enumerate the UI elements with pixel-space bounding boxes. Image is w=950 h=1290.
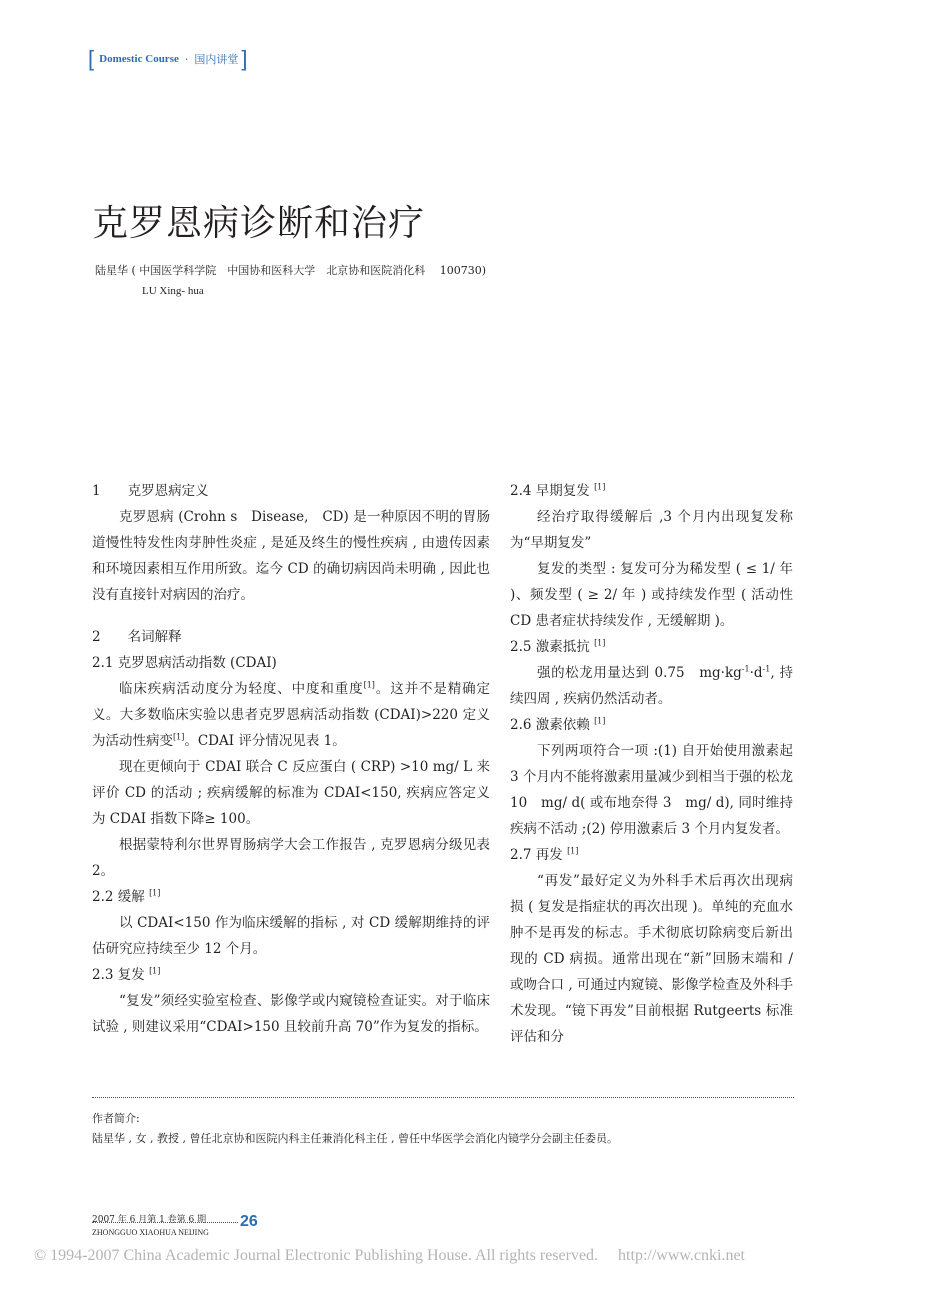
header-dot: · (184, 52, 189, 66)
author-bio-label: 作者简介: (92, 1112, 140, 1125)
subsection-heading-2-1: 2.1 克罗恩病活动指数 (CDAI) (92, 655, 277, 671)
paragraph-montreal: 根据蒙特利尔世界胃肠病学大会工作报告 , 克罗恩病分级见表 2。 (92, 837, 490, 879)
section-heading-2: 2 名词解释 (92, 629, 182, 645)
subsection-heading-2-5: 2.5 激素抵抗 [1] (510, 638, 606, 655)
paragraph-cdai: 临床疾病活动度分为轻度、中度和重度[1]。这并不是精确定义。大多数临床实验以患者克罗恩病活动指数 (CDAI)>220 定义为活动性病变[1]。CDAI 评分情况见表 1。 (92, 680, 491, 749)
subsection-heading-2-4: 2.4 早期复发 [1] (510, 482, 606, 499)
footer-divider (92, 1222, 238, 1223)
bracket-open: [ (88, 46, 95, 71)
author-name-en: LU Xing- hua (142, 285, 204, 297)
paragraph-relapse-types: 复发的类型 : 复发可分为稀发型 ( ≤ 1/ 年 )、频发型 ( ≥ 2/ 年 ) 或持续发作型 ( 活动性 CD 患者症状持续发作 , 无缓解期 )。 (510, 561, 793, 629)
header-zh: 国内讲堂 (194, 53, 239, 66)
author-bio-text: 陆星华 , 女 , 教授 , 曾任北京协和医院内科主任兼消化科主任 , 曾任中华医学会消化内镜学分会副主任委员。 (92, 1132, 618, 1145)
copyright-watermark: © 1994-2007 China Academic Journal Electronic Publishing House. All rights reserved. http://www.cnki.net (34, 1247, 745, 1264)
section-header (88, 46, 248, 71)
subsection-heading-2-3: 2.3 复发 [1] (92, 966, 161, 983)
right-column (510, 478, 793, 1050)
subsection-heading-2-6: 2.6 激素依赖 [1] (510, 716, 606, 733)
footnote-divider (92, 1097, 794, 1098)
left-column (92, 478, 490, 1040)
bracket-close: ] (241, 46, 248, 71)
article-title: 克罗恩病诊断和治疗 (92, 203, 426, 244)
paragraph-relapse: “复发”须经实验室检查、影像学或内窥镜检查证实。对于临床试验 , 则建议采用“CDAI>150 且较前升高 70”作为复发的指标。 (92, 993, 490, 1035)
header-en: Domestic Course (99, 53, 179, 65)
paragraph-crp: 现在更倾向于 CDAI 联合 C 反应蛋白 ( CRP) >10 mg/ L 来评价 CD 的活动 ; 疾病缓解的标准为 CDAI<150, 疾病应答定义为 CDAI 指数下降≥ 100。 (92, 759, 490, 827)
paragraph-recurrence: “再发”最好定义为外科手术后再次出现病损 ( 复发是指症状的再次出现 )。单纯的充血水肿不是再发的标志。手术彻底切除病变后新出现的 CD 病损。通常出现在“新”回肠末端和 / 或吻合口 , 可通过内窥镜、影像学检查及外科手术发现。“镜下再发”目前根据 Rutgeerts 标准评估和分 (510, 873, 793, 1045)
footer-issue: 2007 年 6 月第 1 卷第 6 期 (92, 1215, 207, 1225)
paragraph-remission: 以 CDAI<150 作为临床缓解的指标 , 对 CD 缓解期维持的评估研究应持续至少 12 个月。 (92, 915, 490, 957)
paragraph-steroid-dependence: 下列两项符合一项 :(1) 自开始使用激素起 3 个月内不能将激素用量减少到相当于强的松龙 10 mg/ d( 或布地奈得 3 mg/ d), 同时维持疾病不活动 ;(2) 停用激素后 3 个月内复发者。 (510, 743, 793, 837)
paragraph-definition: 克罗恩病 (Crohn s Disease, CD) 是一种原因不明的胃肠道慢性特发性肉芽肿性炎症 , 是延及终生的慢性疾病 , 由遗传因素和环境因素相互作用所致。迄今 CD 的确切病因尚未明确 , 因此也没有直接针对病因的治疗。 (92, 509, 490, 603)
paragraph-steroid-resistance: 强的松龙用量达到 0.75 $mg\cdot kg^{-1}\cdot d^{-1}$, 持续四周 , 疾病仍然活动者。 (510, 664, 793, 707)
author-affiliation: 陆星华 ( 中国医学科学院 中国协和医科大学 北京协和医院消化科 100730) (95, 264, 487, 277)
paragraph-early-relapse: 经治疗取得缓解后 ,3 个月内出现复发称为“早期复发” (510, 509, 793, 551)
subsection-heading-2-7: 2.7 再发 [1] (510, 846, 579, 863)
section-heading-1: 1 克罗恩病定义 (92, 483, 209, 499)
page-number: 26 (240, 1213, 258, 1230)
subsection-heading-2-2: 2.2 缓解 [1] (92, 888, 161, 905)
footer-publication: ZHONGGUO XIAOHUA NEIJING (92, 1228, 209, 1237)
